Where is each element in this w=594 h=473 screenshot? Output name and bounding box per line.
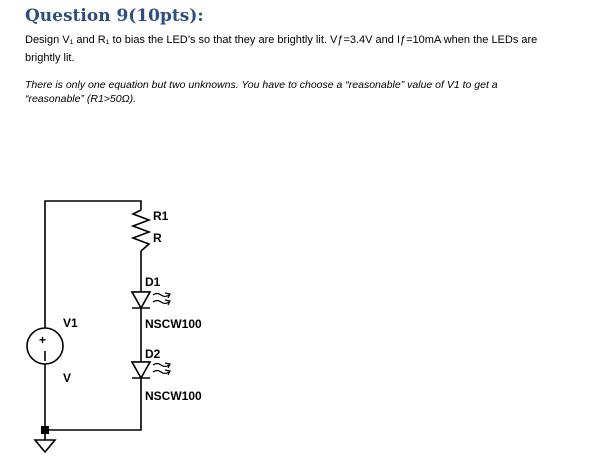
question-note-line-1: There is only one equation but two unknowns. You have to choose a “reasonable” value of V1 to get a <box>25 79 498 91</box>
ground-icon <box>35 440 55 452</box>
circuit-wires <box>45 201 141 440</box>
question-body-line-1: Design V₁ and R₁ to bias the LED’s so that they are brightly lit. Vƒ=3.4V and Iƒ=10mA when the LEDs are <box>25 34 538 46</box>
v1-value-label: V <box>63 371 72 385</box>
light-arrows-d1 <box>153 293 170 305</box>
question-body-line-2: brightly lit. <box>25 52 75 64</box>
r1-value-label: R <box>153 231 162 245</box>
led-d2 <box>132 362 150 378</box>
question-title: Question 9(10pts): <box>25 6 204 26</box>
top-wire <box>45 201 141 328</box>
led-d1 <box>132 292 150 308</box>
question-note-line-2: “reasonable” (R1>50Ω). <box>25 93 136 105</box>
resistor-r1 <box>133 210 149 251</box>
d2-part-label: NSCW100 <box>145 389 202 403</box>
bottom-wire <box>45 378 141 430</box>
v1-name-label: V1 <box>63 316 78 330</box>
d1-part-label: NSCW100 <box>145 317 202 331</box>
d1-name-label: D1 <box>145 275 161 289</box>
light-arrows-d2 <box>153 363 170 375</box>
r1-name-label: R1 <box>153 209 169 223</box>
plus-sign: + <box>39 333 47 347</box>
node-dot <box>41 426 49 434</box>
d2-name-label: D2 <box>145 347 161 361</box>
